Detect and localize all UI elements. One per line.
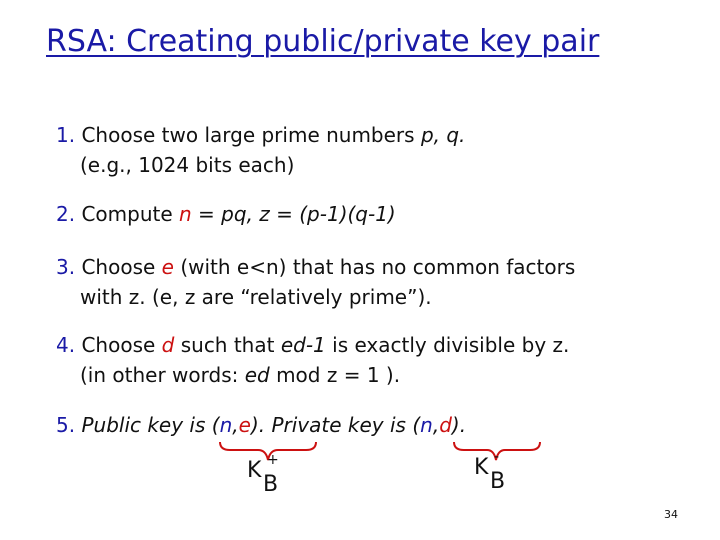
step-4	[56, 330, 569, 390]
step-text: Compute	[81, 202, 180, 226]
step-text-mid: Private key is	[265, 413, 413, 437]
key-sup: +	[267, 452, 279, 468]
step-text-mid: such that	[174, 333, 281, 357]
var-d: d	[439, 413, 452, 437]
step-1	[56, 120, 465, 180]
step-text: Public key is	[81, 413, 212, 437]
step-text-rest: is exactly divisible by z.	[325, 333, 570, 357]
step-var: p, q.	[420, 123, 466, 147]
step-text: Choose two large prime numbers	[81, 123, 421, 147]
step-number: 1.	[56, 123, 76, 147]
var-e: e	[238, 413, 251, 437]
priv-close: ).	[451, 413, 467, 437]
var-n: n	[420, 413, 433, 437]
step-number: 2.	[56, 202, 76, 226]
private-key-label	[474, 449, 514, 495]
key-sub: B	[490, 469, 506, 494]
priv-comma: ,	[432, 413, 440, 437]
step-line2b: ed	[244, 363, 270, 387]
public-key-label	[247, 452, 287, 498]
step-line2: with z. (e, z are “relatively prime”).	[80, 285, 432, 309]
key-sub: B	[263, 472, 279, 497]
step-number: 4.	[56, 333, 76, 357]
step-line2a: (in other words:	[80, 363, 245, 387]
var-n: n	[179, 202, 192, 226]
pub-close: ).	[250, 413, 266, 437]
step-3	[56, 252, 575, 312]
key-base: K	[247, 458, 262, 483]
pub-comma: ,	[232, 413, 239, 437]
priv-open: (	[412, 413, 421, 437]
step-formula: = pq, z = (p-1)(q-1)	[191, 202, 396, 226]
var-d: d	[161, 333, 175, 357]
step-5	[56, 410, 466, 440]
step-2	[56, 199, 396, 229]
step-line2c: mod z = 1 ).	[269, 363, 401, 387]
step-text-rest: (with e<n) that has no common factors	[173, 255, 576, 279]
step-expr: ed-1	[280, 333, 326, 357]
page-number: 34	[664, 508, 678, 521]
var-e: e	[161, 255, 174, 279]
step-number: 5.	[56, 413, 76, 437]
var-n: n	[219, 413, 233, 437]
step-number: 3.	[56, 255, 76, 279]
key-sup: -	[494, 449, 500, 465]
step-text: Choose	[81, 333, 162, 357]
pub-open: (	[211, 413, 220, 437]
page-title: RSA: Creating public/private key pair	[46, 24, 600, 59]
step-line2: (e.g., 1024 bits each)	[80, 153, 295, 177]
key-base: K	[474, 455, 489, 480]
step-text: Choose	[81, 255, 162, 279]
